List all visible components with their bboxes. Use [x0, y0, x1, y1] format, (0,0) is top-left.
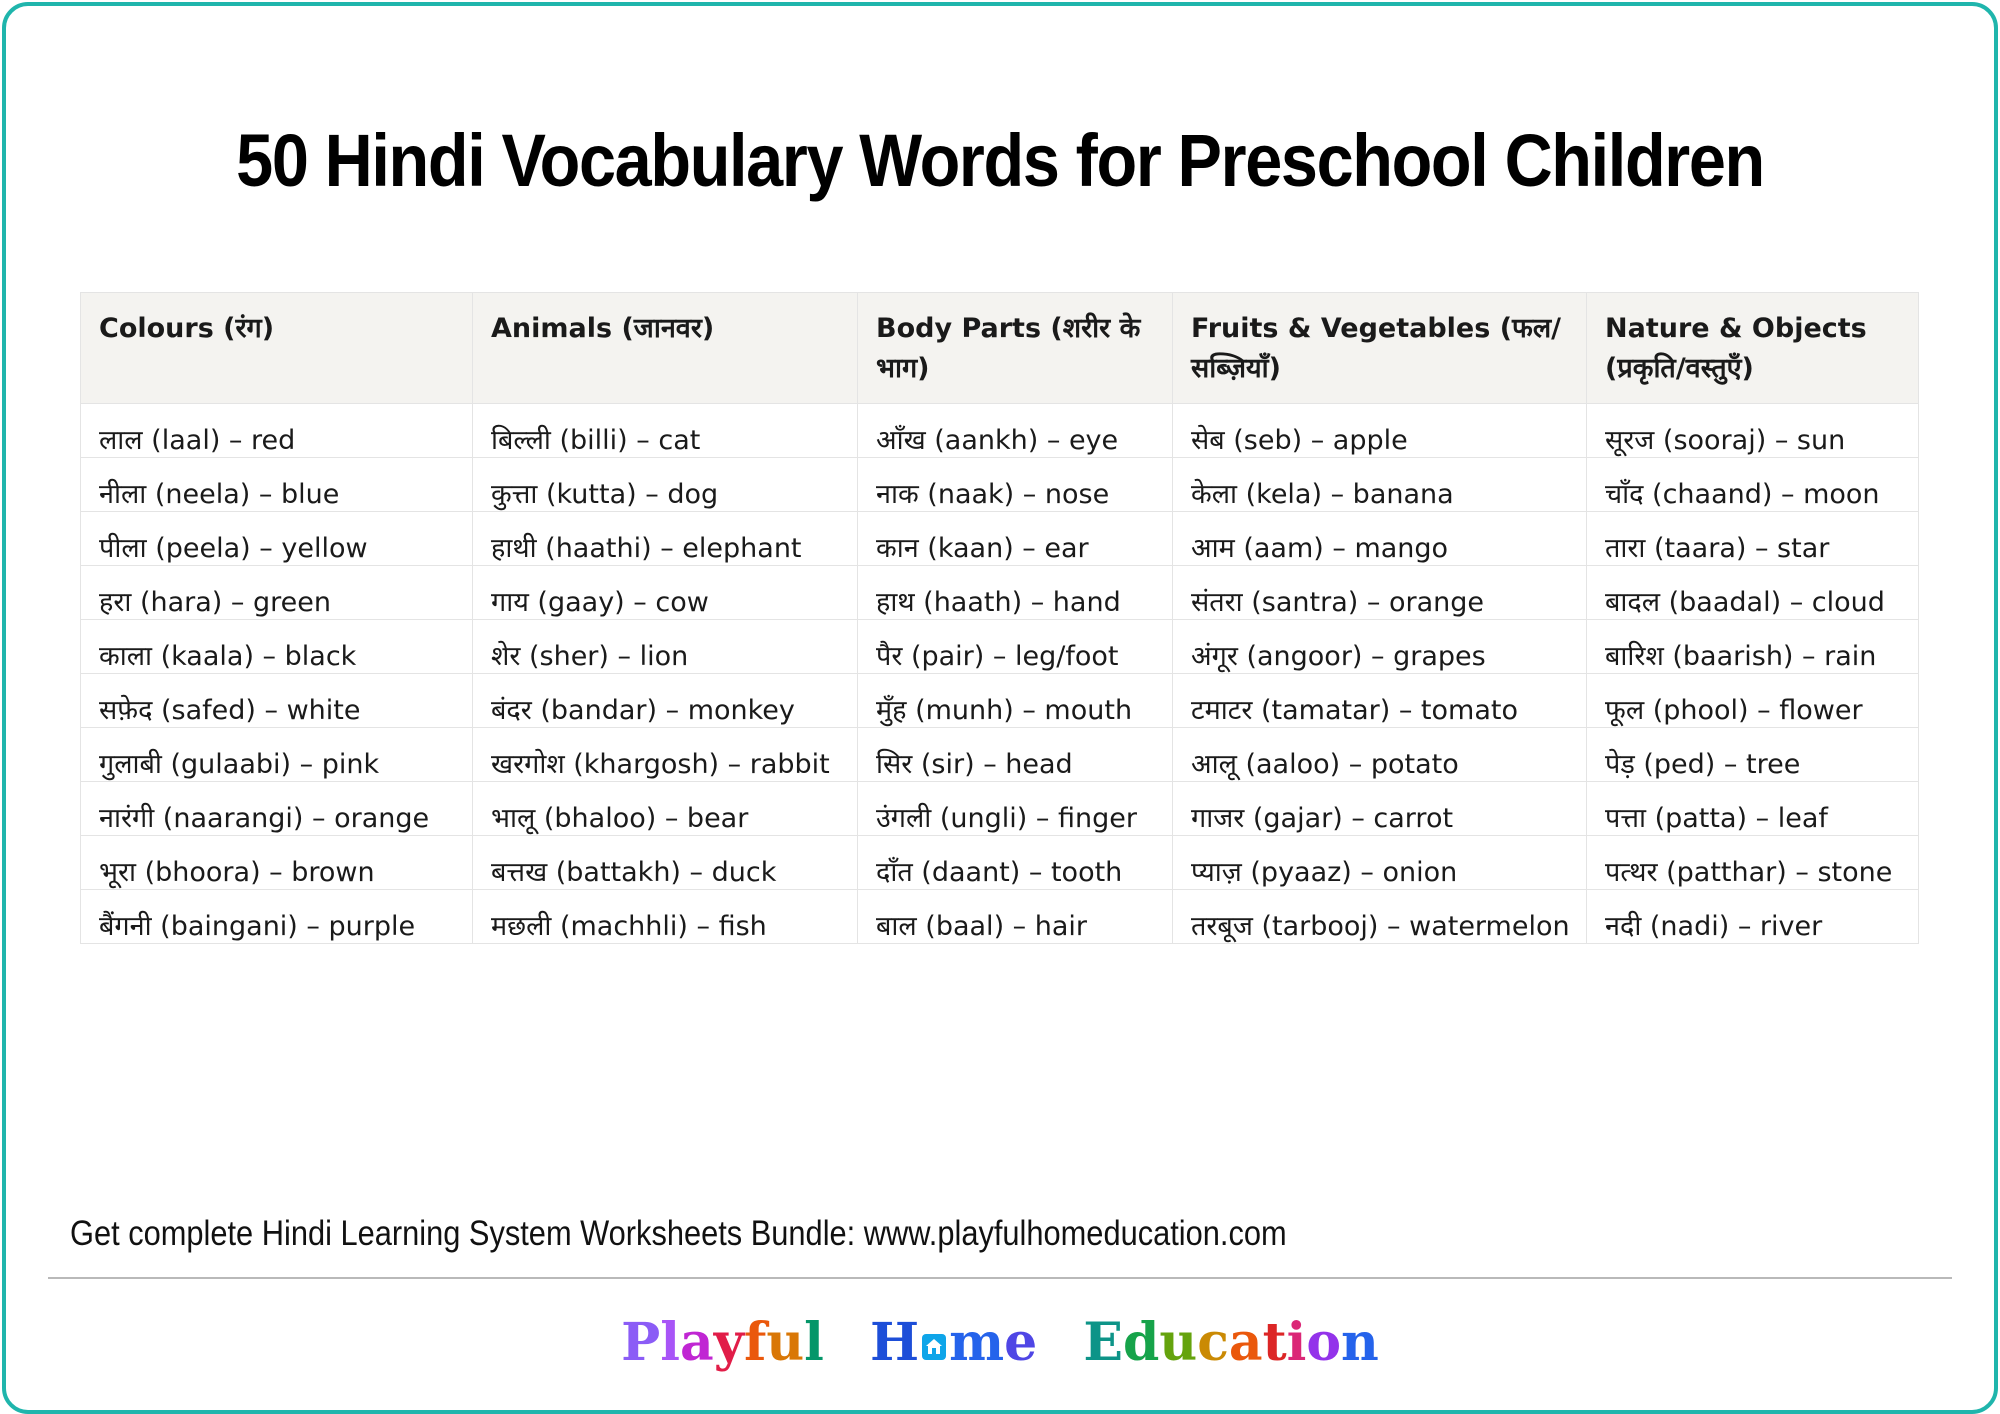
cell-nature-objects: बादल (baadal) – cloud	[1587, 566, 1919, 620]
table-row	[81, 728, 1919, 782]
cell-animals: बत्तख (battakh) – duck	[473, 836, 858, 890]
cell-animals: शेर (sher) – lion	[473, 620, 858, 674]
header-fruits-vegetables: Fruits & Vegetables (फल/सब्ज़ियाँ)	[1173, 293, 1587, 404]
cell-body-parts: नाक (naak) – nose	[858, 458, 1173, 512]
header-colours: Colours (रंग)	[81, 293, 473, 404]
cell-body-parts: बाल (baal) – hair	[858, 890, 1173, 944]
cell-body-parts: आँख (aankh) – eye	[858, 404, 1173, 458]
brand-word-home: H me	[870, 1312, 1038, 1373]
cell-nature-objects: बारिश (baarish) – rain	[1587, 620, 1919, 674]
cell-animals: हाथी (haathi) – elephant	[473, 512, 858, 566]
cell-colours: काला (kaala) – black	[81, 620, 473, 674]
cell-fruits-vegetables: तरबूज (tarbooj) – watermelon	[1173, 890, 1587, 944]
header-animals: Animals (जानवर)	[473, 293, 858, 404]
cell-nature-objects: नदी (nadi) – river	[1587, 890, 1919, 944]
cell-fruits-vegetables: अंगूर (angoor) – grapes	[1173, 620, 1587, 674]
cell-fruits-vegetables: आलू (aaloo) – potato	[1173, 728, 1587, 782]
cell-fruits-vegetables: संतरा (santra) – orange	[1173, 566, 1587, 620]
brand-logo	[0, 1312, 2000, 1373]
cell-fruits-vegetables: प्याज़ (pyaaz) – onion	[1173, 836, 1587, 890]
cell-animals: बिल्ली (billi) – cat	[473, 404, 858, 458]
cell-animals: भालू (bhaloo) – bear	[473, 782, 858, 836]
cell-nature-objects: पेड़ (ped) – tree	[1587, 728, 1919, 782]
cell-body-parts: पैर (pair) – leg/foot	[858, 620, 1173, 674]
cell-colours: नारंगी (naarangi) – orange	[81, 782, 473, 836]
cell-fruits-vegetables: आम (aam) – mango	[1173, 512, 1587, 566]
page-title: 50 Hindi Vocabulary Words for Preschool Children	[236, 119, 1764, 202]
brand-word-education: Education	[1083, 1312, 1379, 1373]
cell-fruits-vegetables: सेब (seb) – apple	[1173, 404, 1587, 458]
footer-divider	[48, 1277, 1952, 1279]
brand-word-playful: Playful	[621, 1312, 824, 1373]
cell-animals: गाय (gaay) – cow	[473, 566, 858, 620]
cell-fruits-vegetables: केला (kela) – banana	[1173, 458, 1587, 512]
footer-bundle-text: Get complete Hindi Learning System Worksheets Bundle: www.playfulhomeducation.com	[70, 1214, 1287, 1253]
cell-body-parts: दाँत (daant) – tooth	[858, 836, 1173, 890]
cell-animals: मछली (machhli) – fish	[473, 890, 858, 944]
cell-colours: पीला (peela) – yellow	[81, 512, 473, 566]
cell-nature-objects: तारा (taara) – star	[1587, 512, 1919, 566]
cell-body-parts: कान (kaan) – ear	[858, 512, 1173, 566]
table-row	[81, 674, 1919, 728]
cell-body-parts: मुँह (munh) – mouth	[858, 674, 1173, 728]
cell-animals: कुत्ता (kutta) – dog	[473, 458, 858, 512]
house-icon	[920, 1332, 948, 1362]
cell-body-parts: सिर (sir) – head	[858, 728, 1173, 782]
cell-fruits-vegetables: टमाटर (tamatar) – tomato	[1173, 674, 1587, 728]
cell-fruits-vegetables: गाजर (gajar) – carrot	[1173, 782, 1587, 836]
table-header-row	[81, 293, 1919, 404]
table-row	[81, 512, 1919, 566]
table-row	[81, 566, 1919, 620]
cell-colours: बैंगनी (baingani) – purple	[81, 890, 473, 944]
cell-nature-objects: चाँद (chaand) – moon	[1587, 458, 1919, 512]
table-row	[81, 836, 1919, 890]
cell-nature-objects: सूरज (sooraj) – sun	[1587, 404, 1919, 458]
vocabulary-table	[80, 292, 1919, 944]
table-row	[81, 890, 1919, 944]
cell-colours: हरा (hara) – green	[81, 566, 473, 620]
cell-body-parts: उंगली (ungli) – finger	[858, 782, 1173, 836]
cell-colours: सफ़ेद (safed) – white	[81, 674, 473, 728]
cell-colours: गुलाबी (gulaabi) – pink	[81, 728, 473, 782]
cell-nature-objects: पत्ता (patta) – leaf	[1587, 782, 1919, 836]
cell-animals: बंदर (bandar) – monkey	[473, 674, 858, 728]
table-row	[81, 458, 1919, 512]
cell-colours: भूरा (bhoora) – brown	[81, 836, 473, 890]
cell-nature-objects: फूल (phool) – flower	[1587, 674, 1919, 728]
header-body-parts: Body Parts (शरीर के भाग)	[858, 293, 1173, 404]
cell-colours: नीला (neela) – blue	[81, 458, 473, 512]
table-row	[81, 404, 1919, 458]
table-row	[81, 782, 1919, 836]
cell-animals: खरगोश (khargosh) – rabbit	[473, 728, 858, 782]
cell-body-parts: हाथ (haath) – hand	[858, 566, 1173, 620]
cell-colours: लाल (laal) – red	[81, 404, 473, 458]
cell-nature-objects: पत्थर (patthar) – stone	[1587, 836, 1919, 890]
header-nature-objects: Nature & Objects (प्रकृति/वस्तुएँ)	[1587, 293, 1919, 404]
table-row	[81, 620, 1919, 674]
